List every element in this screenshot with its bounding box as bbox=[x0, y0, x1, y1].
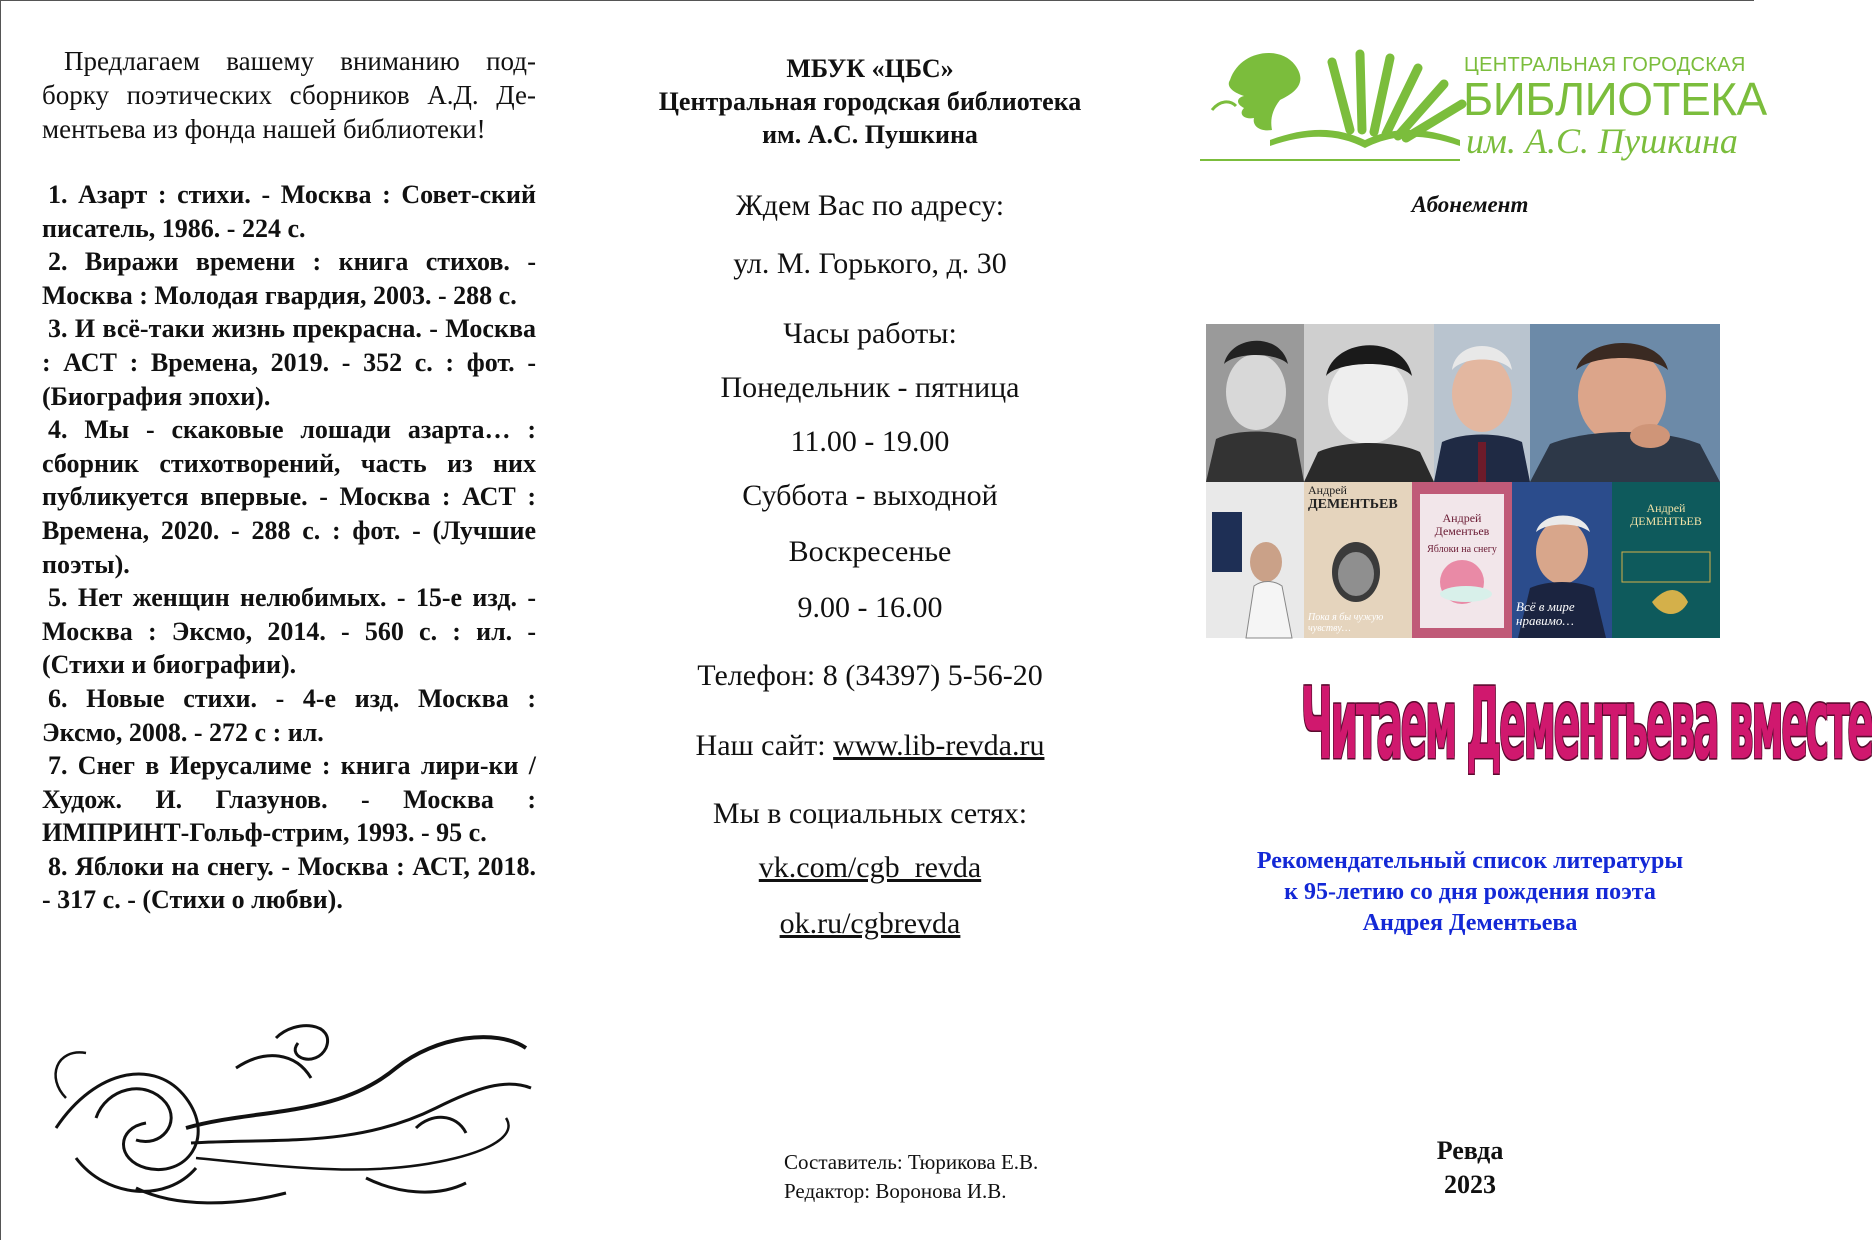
address-label: Ждем Вас по адресу: bbox=[735, 189, 1005, 222]
cover-author-first: Андрей bbox=[1646, 501, 1686, 515]
book-item: 1. Азарт : стихи. - Москва : Совет-ский писатель, 1986. - 224 с. bbox=[42, 180, 536, 243]
intro-text: Предлагаем вашему вниманию под-борку поэтических сборников А.Д. Де-ментьева из фонда нашей библиотеки! bbox=[42, 46, 536, 144]
book-list bbox=[42, 178, 536, 917]
cover-title: Пока я бы чужую чувству… bbox=[1308, 612, 1384, 634]
org-name: МБУК «ЦБС» bbox=[786, 54, 954, 83]
vk-link[interactable]: vk.com/cgb_revda bbox=[758, 851, 982, 884]
book-item: 4. Мы - скаковые лошади азарта… : сборник стихотворений, часть из них публикуется впервые. - Москва : АСТ : Времена, 2020. - 288 с. : фот. - (Лучшие поэты). bbox=[42, 415, 536, 579]
sunday: Воскресенье bbox=[788, 535, 952, 568]
social-label: Мы в социальных сетях: bbox=[712, 797, 1028, 830]
book-item: 6. Новые стихи. - 4-е изд. Москва : Эксмо, 2008. - 272 с : ил. bbox=[42, 683, 536, 747]
book-item: 5. Нет женщин нелюбимых. - 15-е изд. - Москва : Эксмо, 2014. - 560 с. : ил. - (Стихи и биографии). bbox=[42, 583, 536, 680]
subtitle-line: Андрея Дементьева bbox=[1362, 910, 1578, 936]
organization-block bbox=[600, 52, 1140, 151]
compiler: Составитель: Тюрикова Е.В. bbox=[784, 1150, 1039, 1174]
cover-title: Яблоки на снегу bbox=[1427, 544, 1497, 555]
logo-line1: ЦЕНТРАЛЬНАЯ ГОРОДСКАЯ bbox=[1464, 54, 1746, 76]
book-cover bbox=[1206, 482, 1304, 638]
credits bbox=[784, 1148, 1038, 1206]
portrait-photo bbox=[1206, 324, 1304, 482]
rose-ornament-icon bbox=[36, 1008, 544, 1208]
book-item: 2. Виражи времени : книга стихов. - Москва : Молодая гвардия, 2003. - 288 с. bbox=[42, 247, 536, 310]
ok-link[interactable]: ok.ru/cgbrevda bbox=[779, 907, 961, 940]
website-link[interactable]: www.lib-revda.ru bbox=[833, 729, 1045, 762]
book-cover bbox=[1612, 482, 1720, 638]
weekday-hours: 11.00 - 19.00 bbox=[790, 425, 950, 458]
cover-author-last: ДЕМЕНТЬЕВ bbox=[1630, 514, 1702, 528]
city: Ревда bbox=[1436, 1136, 1504, 1165]
book-item: 7. Снег в Иерусалиме : книга лири-ки / Худож. И. Глазунов. - Москва : ИМПРИНТ-Гольф-стрим, 1993. - 95 с. bbox=[42, 751, 536, 848]
hours-label: Часы работы: bbox=[783, 317, 957, 350]
logo-line2: БИБЛИОТЕКА bbox=[1463, 73, 1767, 125]
year: 2023 bbox=[1444, 1170, 1496, 1199]
book-item: 8. Яблоки на снегу. - Москва : АСТ, 2018. - 317 с. - (Стихи о любви). bbox=[42, 851, 536, 915]
phone: Телефон: 8 (34397) 5-56-20 bbox=[697, 659, 1043, 692]
address: ул. М. Горького, д. 30 bbox=[733, 247, 1007, 280]
subtitle-line: Рекомендательный список литературы bbox=[1256, 848, 1684, 874]
portrait-and-covers-collage bbox=[1206, 324, 1720, 638]
recommendation-subtitle bbox=[1200, 846, 1740, 939]
subtitle-line: к 95-летию со дня рождения поэта bbox=[1284, 879, 1656, 905]
logo-line3: им. А.С. Пушкина bbox=[1466, 121, 1738, 161]
library-named-after: им. А.С. Пушкина bbox=[762, 120, 978, 149]
department-label: Абонемент bbox=[1411, 192, 1529, 217]
portrait-photo bbox=[1434, 324, 1530, 482]
cover-author-last: Дементьев bbox=[1434, 524, 1490, 538]
saturday: Суббота - выходной bbox=[742, 479, 998, 512]
editor: Редактор: Воронова И.В. bbox=[784, 1179, 1007, 1203]
cover-author-first: Андрей bbox=[1308, 483, 1347, 497]
brochure-title: Читаем Дементьева вместе bbox=[1300, 668, 1872, 783]
weekdays: Понедельник - пятница bbox=[720, 371, 1020, 404]
website-label: Наш сайт: bbox=[695, 729, 834, 762]
library-name: Центральная городская библиотека bbox=[658, 87, 1082, 116]
website-line bbox=[600, 728, 1140, 764]
portrait-photo bbox=[1530, 324, 1720, 482]
cover-author-first: Андрей bbox=[1442, 511, 1482, 525]
book-cover bbox=[1412, 482, 1512, 638]
book-cover bbox=[1304, 482, 1412, 638]
cover-author-last: ДЕМЕНТЬЕВ bbox=[1308, 497, 1398, 512]
book-item: 3. И всё-таки жизнь прекрасна. - Москва : АСТ : Времена, 2019. - 352 с. : фот. - (Биография эпохи). bbox=[42, 314, 536, 411]
portrait-photo bbox=[1304, 324, 1434, 482]
cover-title: Всё в мире нравимо… bbox=[1516, 599, 1575, 628]
sunday-hours: 9.00 - 16.00 bbox=[797, 591, 943, 624]
book-cover bbox=[1512, 482, 1612, 638]
city-year bbox=[1400, 1134, 1540, 1202]
